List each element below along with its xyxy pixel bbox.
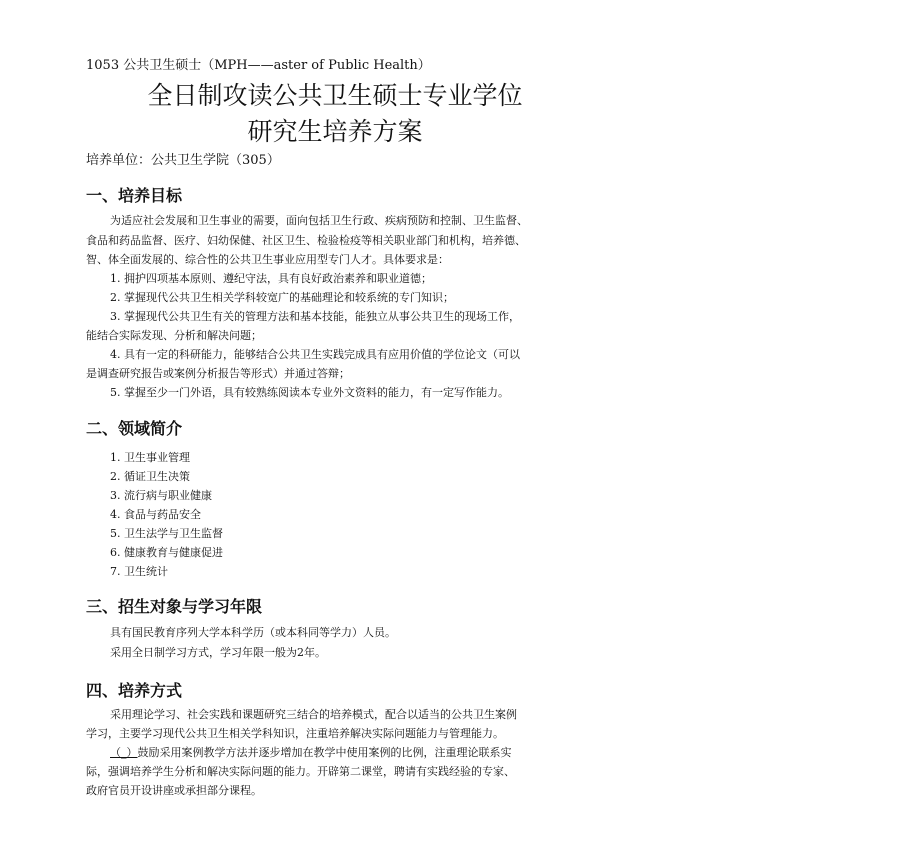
field-item: 7. 卫生统计 (110, 565, 168, 578)
section-heading-admission: 三、招生对象与学习年限 (86, 597, 263, 616)
goals-requirement-4-line2: 是调查研究报告或案例分析报告等形式）并通过答辩； (86, 367, 350, 380)
goals-intro-line1: 为适应社会发展和卫生事业的需要，面向包括卫生行政、疾病预防和控制、卫生监督、 (110, 214, 528, 227)
program-code: 1053 公共卫生硕士（MPH——aster of Public Health） (86, 58, 431, 73)
blank-mark: （_） (110, 746, 138, 759)
field-item: 2. 循证卫生决策 (110, 470, 190, 483)
field-item: 1. 卫生事业管理 (110, 451, 190, 464)
training-para2-line1 (110, 745, 512, 761)
admission-line2: 采用全日制学习方式，学习年限一般为2年。 (110, 646, 326, 659)
field-item: 5. 卫生法学与卫生监督 (110, 527, 223, 540)
training-para2-line1-text: 鼓励采用案例教学方法并逐步增加在教学中使用案例的比例，注重理论联系实 (137, 746, 512, 759)
goals-intro-line3: 智、体全面发展的、综合性的公共卫生事业应用型专门人才。具体要求是： (86, 253, 449, 266)
section-heading-goals: 一、培养目标 (86, 186, 183, 205)
document-title-line1: 全日制攻读公共卫生硕士专业学位 (147, 81, 523, 110)
goals-requirement-3-line2: 能结合实际发现、分析和解决问题； (86, 329, 262, 342)
goals-requirement-5: 5. 掌握至少一门外语，具有较熟练阅读本专业外文资料的能力，有一定写作能力。 (110, 386, 509, 399)
field-item: 4. 食品与药品安全 (110, 508, 201, 521)
section-heading-training: 四、培养方式 (86, 681, 183, 700)
training-para1-line2: 学习，主要学习现代公共卫生相关学科知识，注重培养解决实际问题能力与管理能力。 (86, 727, 504, 740)
field-item: 3. 流行病与职业健康 (110, 489, 212, 502)
training-para1-line1: 采用理论学习、社会实践和课题研究三结合的培养模式，配合以适当的公共卫生案例 (110, 708, 517, 721)
goals-requirement-3-line1: 3. 掌握现代公共卫生有关的管理方法和基本技能，能独立从事公共卫生的现场工作， (110, 310, 520, 323)
admission-line1: 具有国民教育序列大学本科学历（或本科同等学力）人员。 (110, 626, 396, 639)
training-para2-line3: 政府官员开设讲座或承担部分课程。 (86, 784, 262, 797)
goals-requirement-1: 1. 拥护四项基本原则、遵纪守法，具有良好政治素养和职业道德； (110, 272, 432, 285)
training-para2-line2: 际，强调培养学生分析和解决实际问题的能力。开辟第二课堂，聘请有实践经验的专家、 (86, 765, 515, 778)
goals-requirement-2: 2. 掌握现代公共卫生相关学科较宽广的基础理论和较系统的专门知识； (110, 291, 454, 304)
goals-requirement-4-line1: 4. 具有一定的科研能力，能够结合公共卫生实践完成具有应用价值的学位论文（可以 (110, 348, 520, 361)
goals-intro-line2: 食品和药品监督、医疗、妇幼保健、社区卫生、检验检疫等相关职业部门和机构，培养德、 (86, 234, 526, 247)
document-title-line2: 研究生培养方案 (247, 117, 423, 146)
field-item: 6. 健康教育与健康促进 (110, 546, 223, 559)
section-heading-fields: 二、领域简介 (86, 419, 183, 438)
training-unit: 培养单位：公共卫生学院（305） (86, 153, 280, 168)
